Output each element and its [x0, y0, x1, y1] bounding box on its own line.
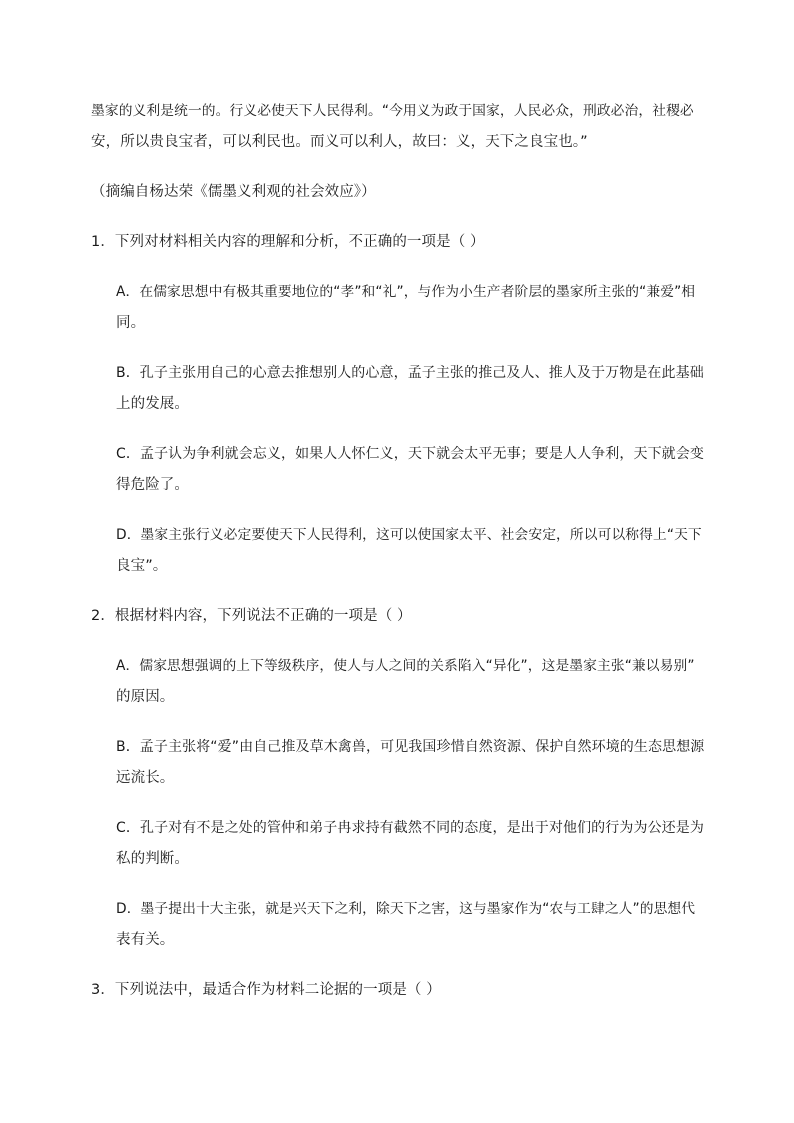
question-1-option-a-line-1: A．在儒家思想中有极其重要地位的“孝”和“礼”，与作为小生产者阶层的墨家所主张的“兼爱”相: [116, 284, 696, 300]
question-2-option-b-line-1: B．孟子主张将“爱”由自己推及草木禽兽，可见我国珍惜自然资源、保护自然环境的生态思想源: [116, 739, 705, 755]
source-citation: （摘编自杨达荣《儒墨义利观的社会效应》）: [91, 184, 376, 200]
question-2-stem: 2．根据材料内容，下列说法不正确的一项是（ ）: [91, 608, 412, 624]
intro-paragraph-line-2: 安，所以贵良宝者，可以利民也。而义可以利人，故曰：义，天下之良宝也。”: [91, 134, 588, 150]
question-1-stem: 1．下列对材料相关内容的理解和分析，不正确的一项是（ ）: [91, 234, 485, 250]
question-3-stem: 3．下列说法中，最适合作为材料二论据的一项是（ ）: [91, 982, 441, 998]
question-2-option-b-line-2: 远流长。: [116, 770, 175, 786]
question-2-option-c-line-1: C．孔子对有不是之处的管仲和弟子冉求持有截然不同的态度，是出于对他们的行为为公还是为: [116, 820, 704, 836]
question-1-option-c-line-1: C．孟子认为争利就会忘义，如果人人怀仁义，天下就会太平无事；要是人人争利，天下就会变: [116, 446, 704, 462]
question-1-option-b-line-2: 上的发展。: [116, 396, 189, 412]
question-1-option-c-line-2: 得危险了。: [116, 477, 189, 493]
question-2-option-c-line-2: 私的判断。: [116, 851, 189, 867]
question-2-option-d-line-1: D．墨子提出十大主张，就是兴天下之利，除天下之害，这与墨家作为“农与工肆之人”的思想代: [116, 901, 696, 917]
question-1-option-b-line-1: B．孔子主张用自己的心意去推想别人的心意，孟子主张的推己及人、推人及于万物是在此基础: [116, 365, 704, 381]
question-1-option-a-line-2: 同。: [116, 315, 146, 331]
question-2-option-a-line-2: 的原因。: [116, 689, 175, 705]
question-2-option-d-line-2: 表有关。: [116, 932, 175, 948]
question-1-option-d-line-2: 良宝”。: [116, 558, 168, 574]
intro-paragraph-line-1: 墨家的义利是统一的。行义必使天下人民得利。“今用义为政于国家，人民必众，刑政必治，社稷必: [91, 103, 694, 119]
question-1-option-d-line-1: D．墨家主张行义必定要使天下人民得利，这可以使国家太平、社会安定，所以可以称得上“天下: [116, 527, 702, 543]
question-2-option-a-line-1: A．儒家思想强调的上下等级秩序，使人与人之间的关系陷入“异化”，这是墨家主张“兼以易别”: [116, 658, 695, 674]
